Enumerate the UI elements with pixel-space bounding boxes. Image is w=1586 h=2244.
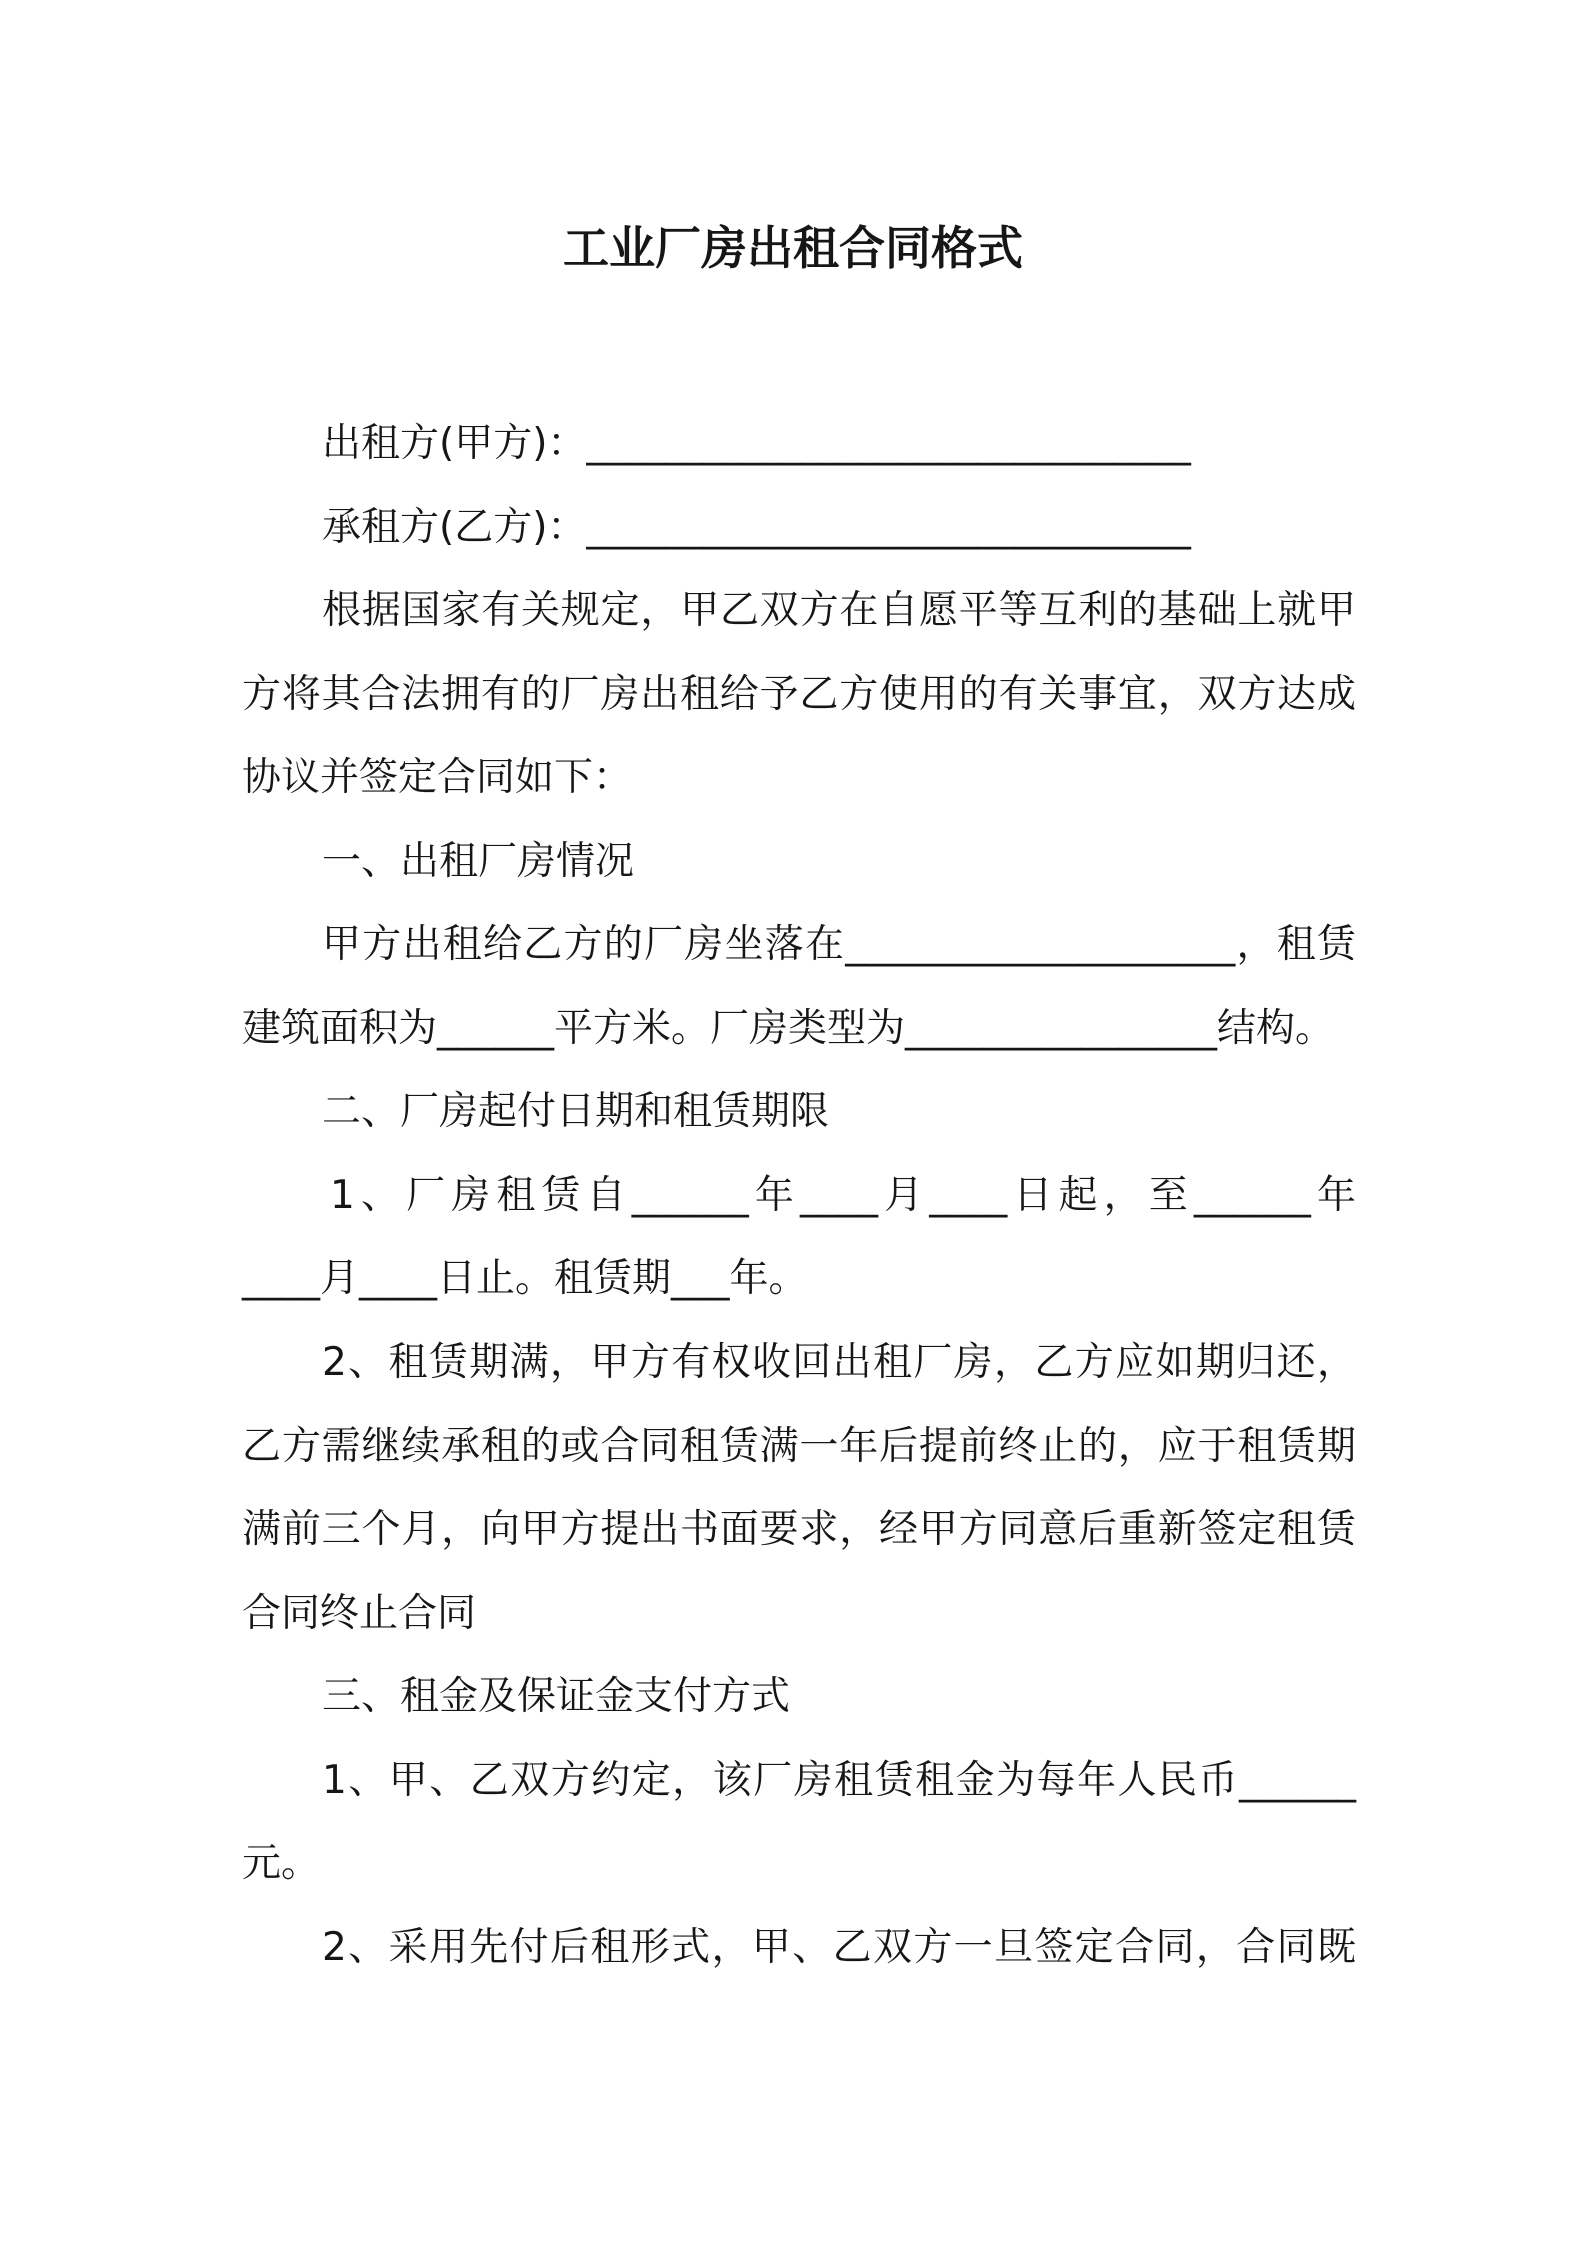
lessee-line: 承租方(乙方)：_______________________________: [322, 504, 1191, 550]
paragraph-line: ____月____日止。租赁期___年。: [242, 1256, 808, 1302]
section-heading: 三、租金及保证金支付方式: [322, 1674, 791, 1720]
paragraph-line: 方将其合法拥有的厂房出租给予乙方使用的有关事宜，双方达成: [242, 671, 1356, 717]
preamble-paragraph: [242, 569, 1356, 820]
paragraph-line: 建筑面积为______平方米。厂房类型为________________结构。: [242, 1005, 1335, 1051]
paragraph-line: 甲方出租给乙方的厂房坐落在____________________，租赁: [322, 922, 1356, 968]
section-paragraph: [242, 1154, 1356, 1321]
paragraph-line: 1、甲、乙双方约定，该厂房租赁租金为每年人民币______: [322, 1757, 1356, 1803]
paragraph-line: 元。: [242, 1841, 321, 1887]
section-paragraph: [242, 903, 1356, 1070]
section-heading: 一、出租厂房情况: [322, 838, 635, 884]
paragraph-line: 乙方需继续承租的或合同租赁满一年后提前终止的，应于租赁期: [242, 1423, 1356, 1469]
paragraph-line: 2、采用先付后租形式，甲、乙双方一旦签定合同，合同既: [322, 1924, 1356, 1970]
lessor-line: 出租方(甲方)：_______________________________: [322, 421, 1191, 466]
paragraph-line: 协议并签定合同如下：: [242, 755, 633, 801]
section-paragraph: [242, 1906, 1356, 1990]
paragraph-line: 满前三个月，向甲方提出书面要求，经甲方同意后重新签定租赁: [242, 1507, 1356, 1553]
section-paragraph: [242, 1321, 1356, 1655]
paragraph-line: 1、厂房租赁自______年____月____日起，至______年: [330, 1172, 1356, 1218]
document-body: [242, 402, 1356, 1989]
document-title: 工业厂房出租合同格式: [563, 221, 1023, 275]
section-heading: 二、厂房起付日期和租赁期限: [322, 1089, 830, 1135]
section-paragraph: [242, 1739, 1356, 1906]
paragraph-line: 根据国家有关规定，甲乙双方在自愿平等互利的基础上就甲: [322, 588, 1356, 634]
paragraph-line: 合同终止合同: [242, 1590, 477, 1636]
paragraph-line: 2、租赁期满，甲方有权收回出租厂房，乙方应如期归还，: [322, 1340, 1356, 1386]
